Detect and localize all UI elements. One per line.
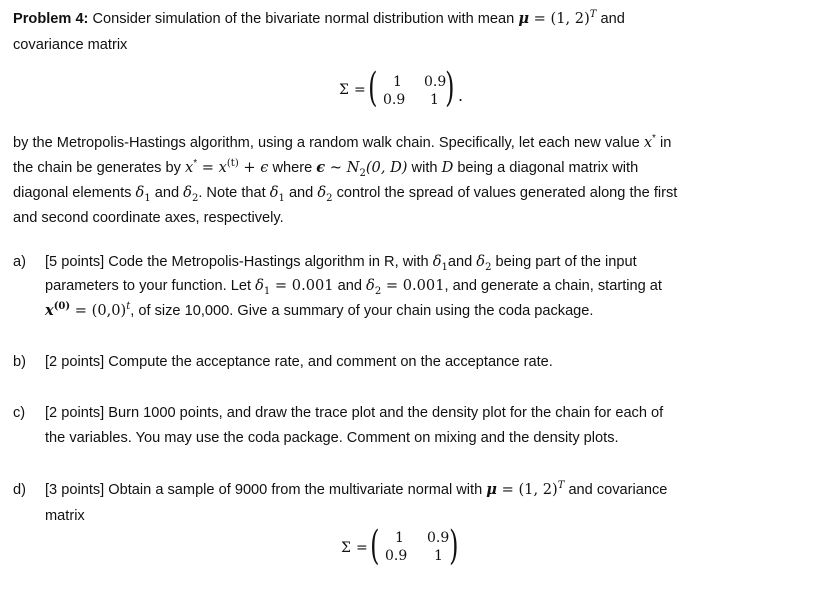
item-d-label: d) (13, 482, 26, 498)
mu-value: = (1, 2) (529, 10, 590, 27)
matrix-cell-21: 0.9 (385, 548, 408, 564)
sigma-symbol: Σ (341, 540, 351, 556)
para-line-1: by the Metropolis-Hastings algorithm, using a random walk chain. Specifically, let each new value x* in (13, 133, 672, 151)
item-b-label: b) (13, 354, 26, 370)
matrix-cell-21: 0.9 (383, 92, 406, 108)
sigma-symbol: Σ (339, 82, 349, 98)
matrix-cell-22: 1 (434, 548, 443, 564)
item-a-label: a) (13, 254, 26, 270)
para-line-4: and second coordinate axes, respectively. (13, 210, 284, 226)
left-paren: ( (370, 523, 380, 569)
right-paren: ) (445, 65, 455, 111)
matrix-cell-12: 0.9 (427, 530, 450, 546)
intro-line-2: covariance matrix (13, 37, 128, 53)
intro-line-1 (13, 9, 625, 29)
item-d-line-1: [3 points] Obtain a sample of 9000 from the multivariate normal with μ = (1, 2)$^T$ and covariance (45, 480, 668, 498)
transpose-mark: T (589, 9, 597, 21)
intro-end: and (596, 11, 625, 27)
matrix-cell-12: 0.9 (424, 74, 447, 90)
para-line-2: the chain be generates by $x^* = x^{(t)} + \epsilon$ where ϵ ~ $N_2(0$, D) with D being a diagonal matrix with (13, 158, 639, 179)
matrix-period: . (458, 86, 464, 105)
matrix-cell-11: 1 (395, 530, 404, 546)
intro-text: Consider simulation of the bivariate normal distribution with mean (88, 11, 519, 27)
item-c-label: c) (13, 405, 26, 421)
item-b-text: [2 points] Compute the acceptance rate, and comment on the acceptance rate. (45, 354, 553, 370)
matrix-cell-11: 1 (393, 74, 402, 90)
equals-sign: = (356, 540, 368, 556)
left-paren: ( (368, 65, 378, 111)
covariance-matrix-2 (341, 523, 481, 573)
mu-symbol: μ (518, 10, 530, 27)
matrix-cell-22: 1 (430, 92, 439, 108)
item-a-line-3: $x^{(0)} = (0,0)^t$, of size 10,000. Give a summary of your chain using the coda package. (45, 301, 594, 319)
covariance-matrix-1 (339, 65, 479, 115)
item-a-line-2: parameters to your function. Let $\delta_1 = 0.001$ and $\delta_2 = 0.001$, and generate a chain, starting at (45, 277, 662, 297)
right-paren: ) (449, 523, 459, 569)
item-a-line-1: [5 points] Code the Metropolis-Hastings algorithm in R, with $\delta_1and$ $\delta_2$ being part of the input (45, 253, 637, 273)
item-c-line-1: [2 points] Burn 1000 points, and draw the trace plot and the density plot for the chain for each of (45, 405, 664, 421)
para-line-3: diagonal elements $\delta_1$ and $\delta_2$. Note that $\delta_1$ and $\delta_2$ control the spread of values generated along the first (13, 184, 678, 204)
problem-label: Problem 4: (13, 11, 89, 27)
item-c-line-2: the variables. You may use the coda package. Comment on mixing and the density plots. (45, 430, 619, 446)
item-d-line-2: matrix (45, 508, 85, 524)
equals-sign: = (354, 82, 366, 98)
